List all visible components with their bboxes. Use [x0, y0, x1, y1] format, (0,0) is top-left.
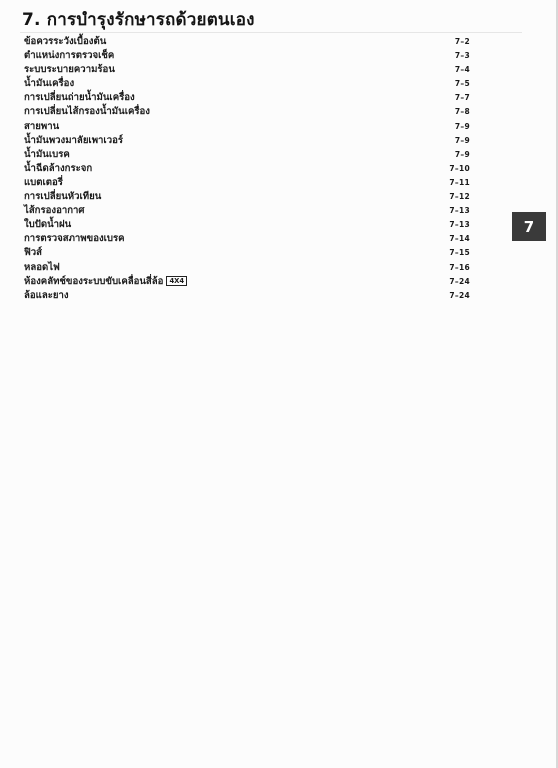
toc-entry-label: ใบปัดน้ำฝน: [24, 219, 72, 231]
toc-entry-label: การตรวจสภาพของเบรค: [24, 233, 125, 245]
toc-entry[interactable]: [24, 134, 470, 148]
toc-entry-page: 7–13: [449, 220, 470, 230]
toc-entry[interactable]: [24, 204, 470, 218]
toc-entry-page: 7–2: [454, 37, 470, 46]
toc-entry-label: การเปลี่ยนถ่ายน้ำมันเครื่อง: [24, 92, 135, 104]
toc-entry-label: ล้อและยาง: [24, 289, 69, 301]
toc-entry-page: 7–24: [449, 276, 470, 286]
toc-entry-label-group: [24, 275, 187, 289]
toc-entry[interactable]: [24, 77, 470, 91]
toc-entry-page: 7–12: [449, 192, 470, 202]
toc-entry[interactable]: [24, 232, 470, 246]
toc-entry-page: 7–11: [449, 177, 470, 187]
toc-entry-page: 7–7: [454, 93, 470, 103]
toc-entry-page: 7–9: [454, 135, 470, 145]
toc-entry-label: การเปลี่ยนหัวเทียน: [24, 191, 102, 203]
toc-entry[interactable]: [24, 91, 470, 105]
toc-entry[interactable]: [24, 275, 470, 289]
toc-entry[interactable]: [24, 289, 470, 303]
toc-entry-label: ห้องคลัทช์ของระบบขับเคลื่อนสี่ล้อ: [24, 275, 164, 287]
toc-entry[interactable]: [24, 148, 470, 162]
table-of-contents: [24, 35, 470, 303]
toc-entry[interactable]: [24, 190, 470, 204]
toc-entry-page: 7–14: [449, 234, 470, 244]
toc-entry-label: สายพาน: [24, 120, 60, 132]
toc-entry-label: น้ำมันเครื่อง: [24, 78, 75, 90]
toc-entry-page: 7–13: [449, 206, 470, 216]
4x4-badge: 4X4: [166, 276, 187, 286]
toc-entry-page: 7–10: [449, 163, 470, 173]
toc-entry-page: 7–9: [454, 121, 470, 131]
toc-entry-page: 7–8: [454, 107, 470, 117]
toc-entry[interactable]: [24, 120, 470, 134]
toc-entry-page: 7–15: [449, 248, 470, 258]
toc-entry-label: น้ำมันเบรค: [24, 148, 70, 160]
toc-entry[interactable]: [24, 35, 470, 49]
toc-entry-label: ไส้กรองอากาศ: [24, 205, 85, 217]
section-tab[interactable]: 7: [512, 212, 546, 241]
toc-entry[interactable]: [24, 176, 470, 190]
toc-entry[interactable]: [24, 246, 470, 260]
toc-entry-label: ตำแหน่งการตรวจเช็ค: [24, 50, 115, 62]
toc-entry-label: หลอดไฟ: [24, 261, 60, 273]
toc-entry[interactable]: [24, 218, 470, 232]
toc-entry-page: 7–3: [454, 51, 470, 61]
title-divider: [20, 32, 522, 33]
toc-entry-label: ระบบระบายความร้อน: [24, 64, 115, 76]
toc-entry-label: แบตเตอรี่: [24, 176, 63, 188]
toc-entry-label: ฟิวส์: [24, 247, 43, 259]
toc-entry[interactable]: [24, 261, 470, 275]
toc-entry-label: ข้อควรระวังเบื้องต้น: [24, 36, 107, 47]
toc-entry-page: 7–16: [449, 262, 470, 272]
toc-entry[interactable]: [24, 49, 470, 63]
toc-entry-label: น้ำมันพวงมาลัยเพาเวอร์: [24, 134, 124, 146]
toc-entry-page: 7–9: [454, 149, 470, 159]
toc-entry[interactable]: [24, 162, 470, 176]
toc-entry-page: 7–5: [454, 79, 470, 89]
toc-entry-page: 7–24: [449, 290, 470, 300]
toc-entry-label: การเปลี่ยนไส้กรองน้ำมันเครื่อง: [24, 106, 150, 118]
toc-entry[interactable]: [24, 63, 470, 77]
toc-entry-page: 7–4: [454, 65, 470, 75]
chapter-title: 7. การบำรุงรักษารถด้วยตนเอง: [22, 10, 255, 30]
toc-entry-label: น้ำฉีดล้างกระจก: [24, 162, 93, 174]
toc-entry[interactable]: [24, 105, 470, 119]
